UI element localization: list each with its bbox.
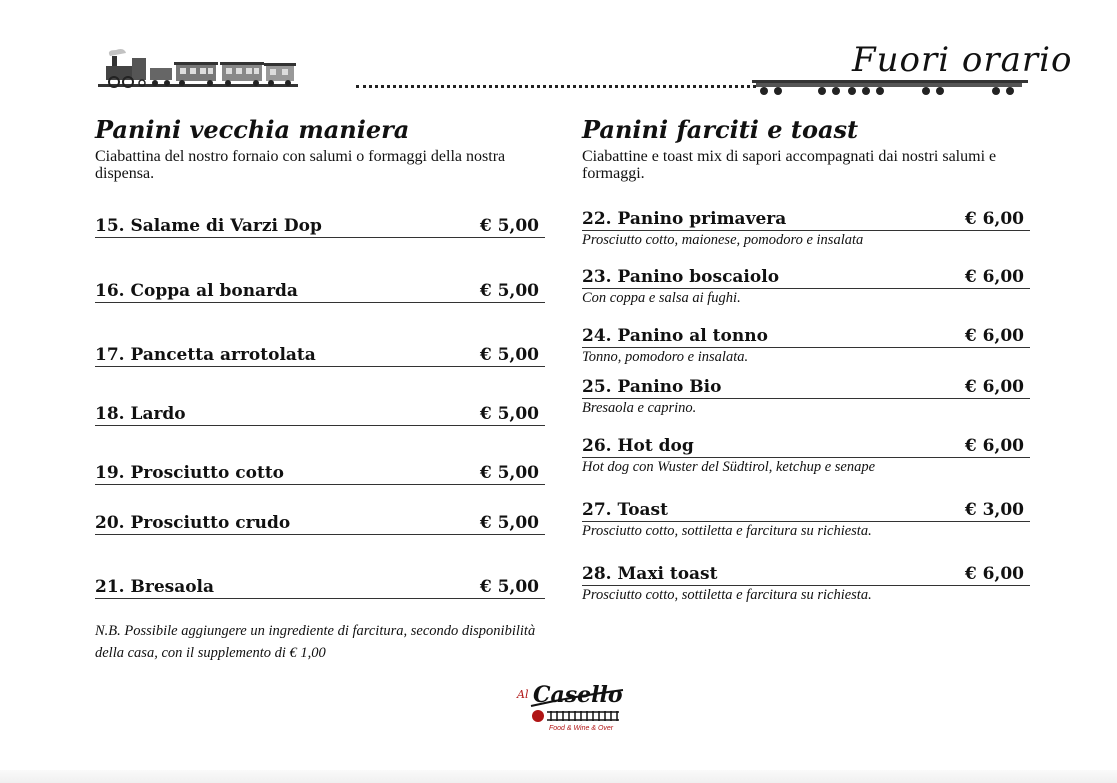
item-price: € 3,00	[964, 500, 1024, 520]
menu-item	[582, 377, 1030, 417]
item-name: 23. Panino boscaiolo	[582, 267, 780, 287]
item-price: € 5,00	[479, 345, 539, 365]
logo-name: Casello	[533, 682, 623, 708]
section-description: Ciabattine e toast mix di sapori accompagnati dai nostri salumi e formaggi.	[582, 148, 997, 182]
item-price: € 5,00	[479, 513, 539, 533]
steam-train-illustration	[98, 48, 298, 92]
menu-item	[95, 463, 545, 485]
item-description: Con coppa e salsa ai fughi.	[582, 290, 741, 306]
al-casello-logo	[515, 680, 627, 732]
item-name: 18. Lardo	[95, 404, 186, 424]
footnote: N.B. Possibile aggiungere un ingrediente di farcitura, secondo disponibilità della casa, con il supplemento di € 1,00	[95, 623, 536, 661]
item-price: € 5,00	[479, 404, 539, 424]
menu-item	[95, 513, 545, 535]
item-name: 26. Hot dog	[582, 436, 694, 456]
left-column	[95, 116, 545, 616]
right-column	[582, 116, 1030, 616]
item-name: 28. Maxi toast	[582, 564, 718, 584]
page-title: Fuori orario	[852, 40, 1073, 80]
item-price: € 5,00	[479, 463, 539, 483]
item-price: € 6,00	[964, 564, 1024, 584]
item-name: 24. Panino al tonno	[582, 326, 768, 346]
item-description: Prosciutto cotto, sottiletta e farcitura su richiesta.	[582, 587, 872, 603]
menu-item	[95, 216, 545, 238]
menu-item	[582, 209, 1030, 249]
item-name: 17. Pancetta arrotolata	[95, 345, 316, 365]
menu-item	[582, 267, 1030, 307]
item-name: 27. Toast	[582, 500, 668, 520]
logo-prefix: Al	[517, 688, 529, 701]
item-description: Prosciutto cotto, sottiletta e farcitura su richiesta.	[582, 523, 872, 539]
item-description: Tonno, pomodoro e insalata.	[582, 349, 749, 365]
item-name: 22. Panino primavera	[582, 209, 787, 229]
item-price: € 6,00	[964, 267, 1024, 287]
menu-item	[95, 577, 545, 599]
item-price: € 6,00	[964, 436, 1024, 456]
item-price: € 5,00	[479, 216, 539, 236]
item-name: 16. Coppa al bonarda	[95, 281, 298, 301]
section-title-panini-vecchia-maniera: Panini vecchia maniera	[95, 115, 410, 144]
section-title-panini-farciti-e-toast: Panini farciti e toast	[582, 115, 859, 144]
menu-item	[582, 564, 1030, 604]
menu-item	[582, 326, 1030, 366]
item-name: 19. Prosciutto cotto	[95, 463, 285, 483]
item-price: € 6,00	[964, 326, 1024, 346]
logo-tagline: Food & Wine & Over	[549, 725, 614, 732]
item-price: € 5,00	[479, 281, 539, 301]
item-description: Prosciutto cotto, maionese, pomodoro e insalata	[582, 232, 864, 248]
item-name: 20. Prosciutto crudo	[95, 513, 291, 533]
menu-item	[95, 404, 545, 426]
item-price: € 5,00	[479, 577, 539, 597]
page-bottom-edge	[0, 770, 1117, 783]
item-name: 15. Salame di Varzi Dop	[95, 216, 322, 236]
dotted-divider	[356, 85, 756, 88]
item-name: 21. Bresaola	[95, 577, 215, 597]
item-price: € 6,00	[964, 377, 1024, 397]
menu-item	[95, 345, 545, 367]
item-price: € 6,00	[964, 209, 1024, 229]
section-description: Ciabattina del nostro fornaio con salumi o formaggi della nostra dispensa.	[95, 148, 506, 182]
item-name: 25. Panino Bio	[582, 377, 722, 397]
menu-item	[582, 500, 1030, 540]
menu-item	[95, 281, 545, 303]
item-description: Hot dog con Wuster del Südtirol, ketchup e senape	[582, 459, 876, 475]
menu-item	[582, 436, 1030, 476]
item-description: Bresaola e caprino.	[582, 400, 697, 416]
